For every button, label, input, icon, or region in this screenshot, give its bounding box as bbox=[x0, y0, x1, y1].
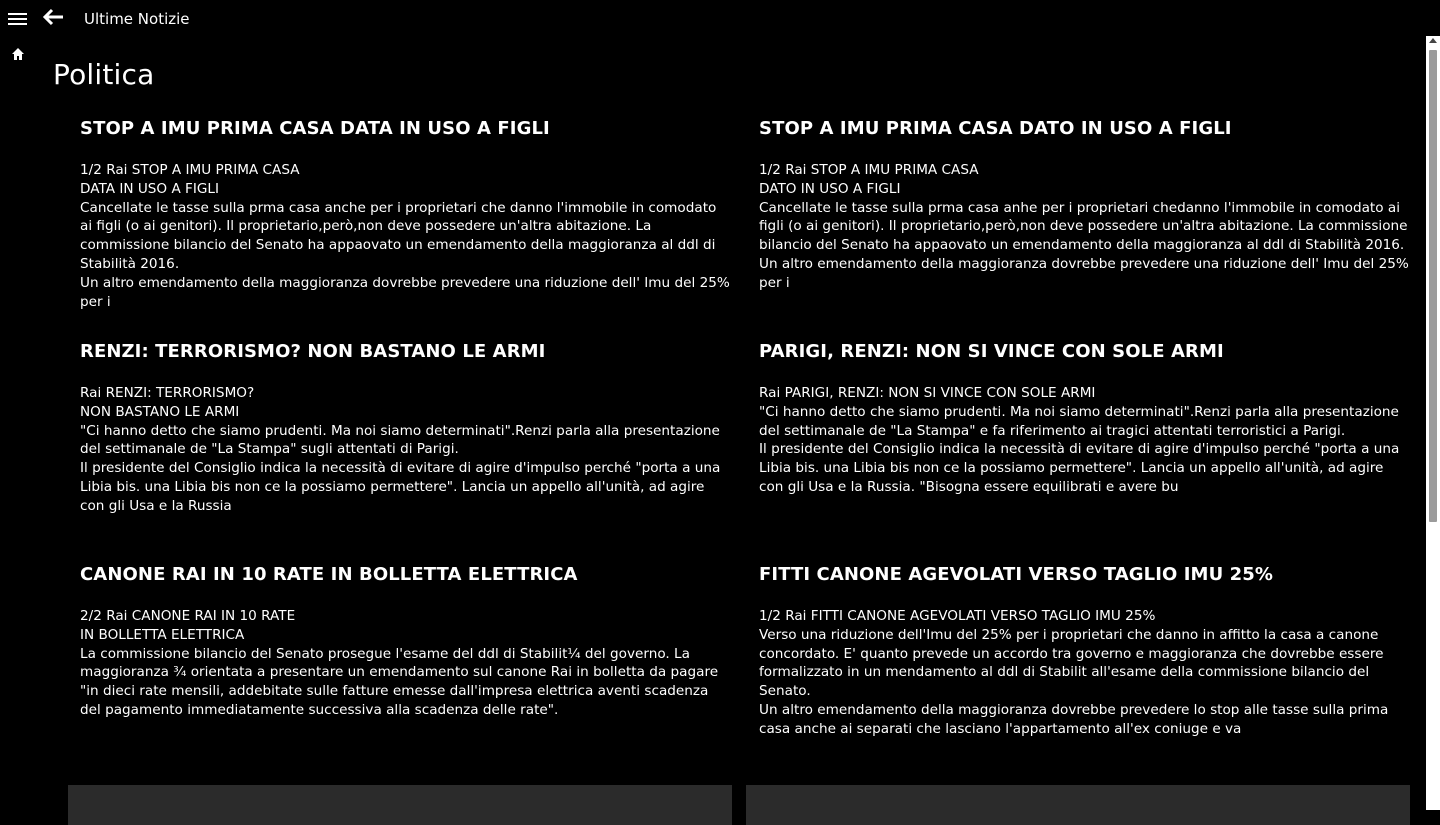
article-card[interactable] bbox=[759, 340, 1411, 510]
article-body: 1/2 Rai STOP A IMU PRIMA CASA DATO IN USO A FIGLI Cancellate le tasse sulla prma casa anhe per i proprietari chedanno l'immobile in comodato ai figli (o ai genitori). Il proprietario,però,non deve possedere un'altra abitazione. La commissione bilancio del Senato ha appaovato un emendamento della maggioranza al ddl di Stabilità 2016. Un altro emendamento della maggioranza dovrebbe prevedere una riduzione dell' Imu del 25% per i bbox=[759, 162, 1409, 291]
article-title: STOP A IMU PRIMA CASA DATO IN USO A FIGLI bbox=[759, 118, 1232, 139]
article-card[interactable] bbox=[80, 340, 732, 514]
scroll-up-arrow-icon[interactable] bbox=[1429, 38, 1437, 43]
back-arrow-icon[interactable] bbox=[43, 8, 65, 28]
article-body: Rai RENZI: TERRORISMO? NON BASTANO LE ARMI "Ci hanno detto che siamo prudenti. Ma noi siamo determinati".Renzi parla alla presentazione del settimanale de "La Stampa" sugli attentati di Parigi. Il presidente del Consiglio indica la necessità di evitare di agire d'impulso perché "porta a una Libia bis. una Libia bis non ce la possiamo permettere". Lancia un appello all'unità, ad agire con gli Usa e la Russia bbox=[80, 385, 721, 514]
scrollbar-thumb[interactable] bbox=[1429, 50, 1437, 522]
article-body: 2/2 Rai CANONE RAI IN 10 RATE IN BOLLETTA ELETTRICA La commissione bilancio del Senato prosegue l'esame del ddl di Stabilit¼ del governo. La maggioranza ¾ orientata a presentare un emendamento sul canone Rai in bolletta da pagare "in dieci rate mensili, addebitate sulle fatture emesse dall'impresa elettrica aventi scadenza del pagamento immediatamente successiva alla scadenza delle rate". bbox=[80, 608, 719, 718]
article-card[interactable] bbox=[759, 117, 1411, 291]
article-title: STOP A IMU PRIMA CASA DATA IN USO A FIGLI bbox=[80, 118, 550, 139]
article-body: Rai PARIGI, RENZI: NON SI VINCE CON SOLE ARMI "Ci hanno detto che siamo prudenti. Ma noi siamo determinati".Renzi parla alla presentazione del settimanale de "La Stampa" e fa riferimento ai tragici attentati terroristici a Parigi. Il presidente del Consiglio indica la necessità di evitare di agire d'impulso perché "porta a una Libia bis. una Libia bis non ce la possiamo permettere". Lancia un appello all'unità, ad agire con gli Usa e la Russia. "Bisogna essere equilibrati e avere bu bbox=[759, 385, 1400, 495]
article-tile[interactable] bbox=[746, 785, 1410, 825]
article-card[interactable] bbox=[759, 563, 1411, 737]
article-title: PARIGI, RENZI: NON SI VINCE CON SOLE ARMI bbox=[759, 341, 1224, 362]
app-title: Ultime Notizie bbox=[84, 10, 190, 28]
vertical-scrollbar[interactable] bbox=[1426, 36, 1440, 810]
article-title: CANONE RAI IN 10 RATE IN BOLLETTA ELETTRICA bbox=[80, 564, 578, 585]
article-title: RENZI: TERRORISMO? NON BASTANO LE ARMI bbox=[80, 341, 546, 362]
hamburger-menu-icon[interactable] bbox=[8, 11, 28, 29]
article-body: 1/2 Rai STOP A IMU PRIMA CASA DATA IN USO A FIGLI Cancellate le tasse sulla prma casa anche per i proprietari che danno l'immobile in comodato ai figli (o ai genitori). Il proprietario,però,non deve possedere un'altra abitazione. La commissione bilancio del Senato ha appaovato un emendamento della maggioranza al ddl di Stabilità 2016. Un altro emendamento della maggioranza dovrebbe prevedere una riduzione dell' Imu del 25% per i bbox=[80, 162, 730, 310]
article-card[interactable] bbox=[80, 117, 732, 310]
article-card[interactable] bbox=[80, 563, 732, 733]
article-tile[interactable] bbox=[68, 785, 732, 825]
article-title: FITTI CANONE AGEVOLATI VERSO TAGLIO IMU 25% bbox=[759, 564, 1274, 585]
home-icon[interactable] bbox=[11, 46, 25, 60]
article-body: 1/2 Rai FITTI CANONE AGEVOLATI VERSO TAGLIO IMU 25% Verso una riduzione dell'Imu del 25% per i proprietari che danno in affitto la casa a canone concordato. E' quanto prevede un accordo tra governo e maggioranza che dovrebbe essere formalizzato in un mendamento al ddl di Stabilit all'esame della commissione bilancio del Senato. Un altro emendamento della maggioranza dovrebbe prevedere lo stop alle tasse sulla prima casa anche ai separati che lasciano l'appartamento all'ex coniuge e va bbox=[759, 608, 1389, 737]
page-title: Politica bbox=[53, 58, 155, 91]
